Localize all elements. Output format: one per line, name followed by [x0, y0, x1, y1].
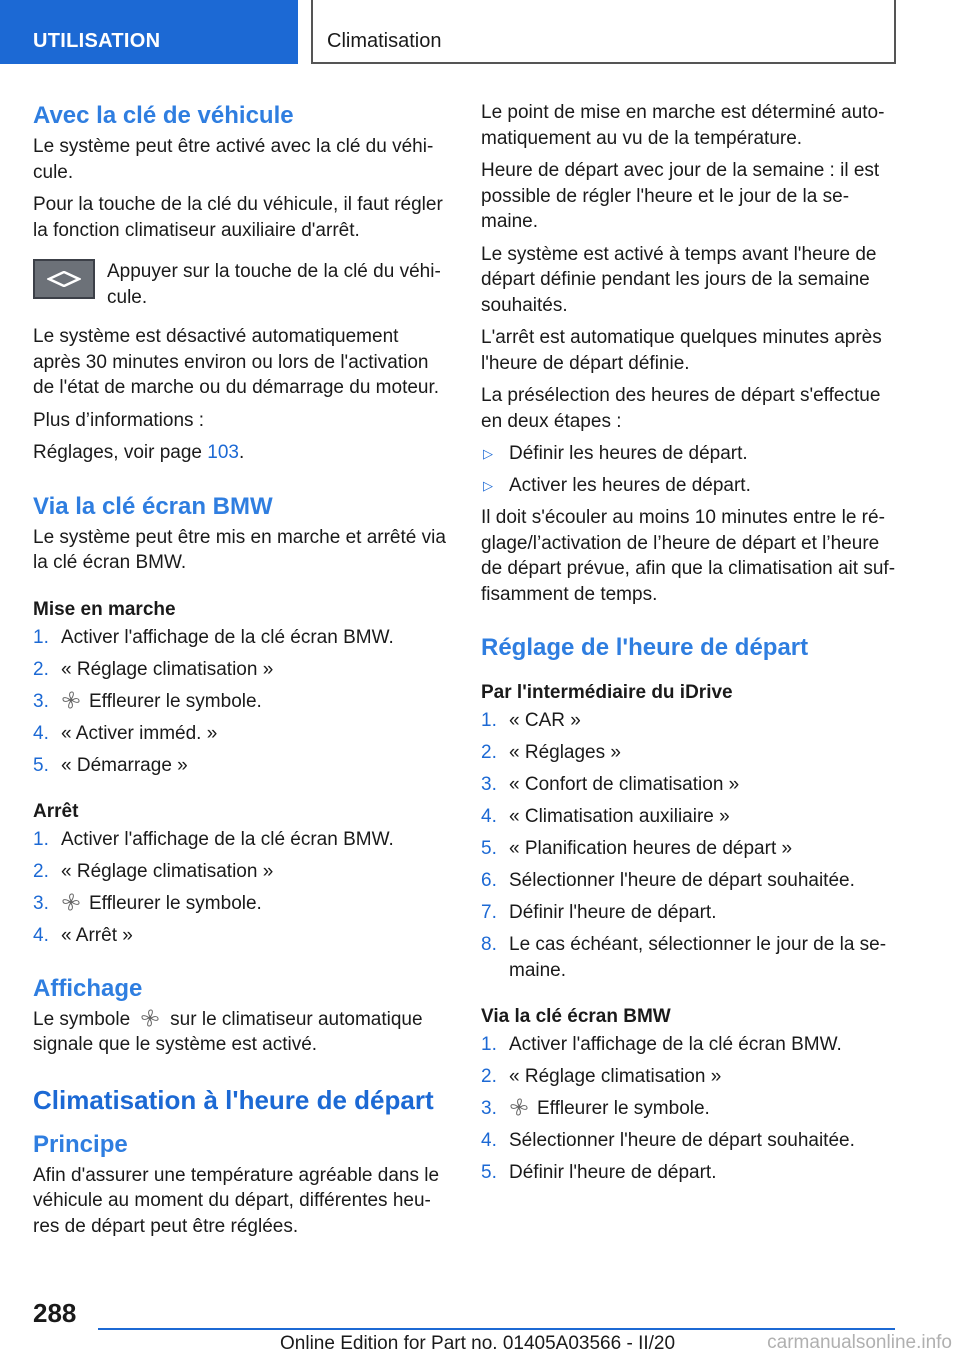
step-label: Effleurer le symbole.: [89, 892, 262, 914]
step-label: Définir l'heure de départ.: [509, 1161, 717, 1183]
heading-principle: Principe: [33, 1130, 128, 1158]
step-label: « CAR »: [509, 710, 581, 731]
heading-display-key: Via la clé écran BMW: [33, 492, 273, 520]
step-number: 3.: [481, 774, 497, 795]
bullet-text: Activer les heures de départ.: [509, 475, 751, 496]
step-text: [509, 740, 897, 766]
list-item: [481, 1096, 897, 1122]
step-text: [509, 836, 897, 862]
step-number: 5.: [481, 1161, 497, 1183]
list-item: [33, 625, 449, 651]
step-text: [509, 804, 897, 830]
idrive-steps: [481, 708, 897, 983]
step-label: Sélectionner l'heure de départ souhaitée.: [509, 1129, 855, 1151]
key-button-icon: [33, 259, 95, 299]
subheading-start: Mise en marche: [33, 598, 176, 620]
step-number: 3.: [481, 1097, 497, 1119]
step-text: [509, 1064, 897, 1090]
list-item: [33, 923, 449, 949]
step-label: « Démarrage »: [61, 754, 188, 776]
paragraph: [33, 1007, 449, 1058]
step-text: [509, 1032, 897, 1058]
paragraph: La présélection des heures de départ s'effectue en deux étapes :: [481, 385, 881, 432]
step-label: Effleurer le symbole.: [89, 690, 262, 712]
section-tab: UTILISATION: [0, 0, 298, 64]
start-steps: [33, 625, 449, 779]
step-label: « Réglage climatisation »: [509, 1065, 722, 1087]
step-number: 2.: [481, 742, 497, 763]
step-text: [61, 753, 449, 779]
paragraph: Il doit s'écouler au moins 10 minutes entre le réglage/l’activation de l’heure de départ et l’heure de départ prévue, afin que la climatisation ait suffisamment de temps.: [481, 507, 896, 605]
subheading-idrive: Par l'intermédiaire du iDrive: [481, 682, 733, 703]
list-item: [481, 804, 897, 830]
paragraph: Heure de départ avec jour de la semaine : il est possible de régler l'heure et le jour de la semaine.: [481, 160, 880, 232]
list-item: [481, 708, 897, 734]
list-item: [481, 441, 897, 467]
text: Le symbole: [33, 1008, 131, 1030]
fan-icon: [140, 1008, 160, 1028]
step-number: 5.: [33, 754, 49, 776]
list-item: [33, 721, 449, 747]
heading-departure-climate: Climatisation à l'heure de départ: [33, 1084, 434, 1115]
step-text: [509, 932, 897, 983]
step-text: [509, 1096, 897, 1122]
paragraph: Le système peut être mis en marche et arrêté via la clé écran BMW.: [33, 526, 446, 573]
list-item: [481, 868, 897, 894]
step-label: « Activer imméd. »: [61, 722, 218, 744]
text: sur le climatiseur automatique signale que le système est activé.: [33, 1008, 423, 1055]
step-label: « Climatisation auxiliaire »: [509, 806, 730, 827]
step-label: Activer l'affichage de la clé écran BMW.: [61, 626, 394, 648]
list-item: [33, 657, 449, 683]
edition-note: Online Edition for Part no. 01405A03566 - II/20: [280, 1333, 676, 1354]
step-number: 4.: [33, 924, 49, 946]
step-number: 1.: [33, 626, 49, 648]
list-item: [481, 932, 897, 983]
step-bullets: [481, 441, 897, 499]
step-number: 5.: [481, 838, 497, 859]
paragraph: Le point de mise en marche est déterminé automatiquement au vu de la température.: [481, 102, 885, 149]
display-key-steps: [481, 1032, 897, 1186]
step-number: 2.: [481, 1065, 497, 1087]
left-column: [33, 100, 449, 1246]
step-label: Effleurer le symbole.: [537, 1097, 710, 1119]
paragraph: Pour la touche de la clé du véhicule, il faut régler la fonction climatiseur auxiliaire d'arrêt.: [33, 194, 443, 241]
step-number: 1.: [481, 710, 497, 731]
heading-set-departure: Réglage de l'heure de départ: [481, 634, 809, 661]
list-item: [481, 473, 897, 499]
step-number: 4.: [33, 722, 49, 744]
list-item: [33, 827, 449, 853]
step-text: [61, 689, 449, 715]
step-number: 2.: [33, 860, 49, 882]
step-label: « Réglage climatisation »: [61, 658, 274, 680]
paragraph: Afin d'assurer une température agréable dans le véhicule au moment du départ, différentes heures de départ peut être réglées.: [33, 1164, 440, 1237]
list-item: [33, 891, 449, 917]
step-label: Activer l'affichage de la clé écran BMW.: [509, 1033, 842, 1055]
heading-key: Avec la clé de véhicule: [33, 102, 294, 129]
step-label: « Arrêt »: [61, 924, 133, 946]
list-item: [481, 1128, 897, 1154]
step-label: « Réglages »: [509, 742, 621, 763]
step-label: « Planification heures de départ »: [509, 838, 793, 859]
watermark: carmanualsonline.info: [767, 1332, 952, 1353]
fan-icon: [61, 690, 81, 710]
bullet-text: Définir les heures de départ.: [509, 443, 748, 464]
step-number: 4.: [481, 806, 497, 827]
step-number: 3.: [33, 892, 49, 914]
right-column: [481, 100, 897, 1192]
list-item: [33, 753, 449, 779]
subheading-display-key: Via la clé écran BMW: [481, 1005, 671, 1027]
step-text: [509, 868, 897, 894]
step-text: [61, 859, 449, 885]
key-instruction: [33, 259, 449, 310]
triangle-bullet-icon: ▷: [483, 478, 493, 493]
list-item: [481, 772, 897, 798]
step-number: 2.: [33, 658, 49, 680]
list-item: [481, 1064, 897, 1090]
step-label: « Réglage climatisation »: [61, 860, 274, 882]
step-number: 4.: [481, 1129, 497, 1151]
step-number: 7.: [481, 902, 497, 923]
step-text: [509, 900, 897, 926]
page-number: 288: [33, 1298, 77, 1328]
step-text: [61, 891, 449, 917]
step-text: [509, 708, 897, 734]
step-label: Activer l'affichage de la clé écran BMW.: [61, 828, 394, 850]
stop-steps: [33, 827, 449, 949]
paragraph: [33, 440, 449, 466]
step-text: [61, 721, 449, 747]
step-number: 1.: [33, 828, 49, 850]
heading-display: Affichage: [33, 974, 143, 1002]
step-number: 3.: [33, 690, 49, 712]
step-number: 6.: [481, 870, 497, 891]
key-instruction-text: Appuyer sur la touche de la clé du véhicule.: [107, 261, 441, 308]
paragraph: Le système est désactivé automatiquement après 30 minutes environ ou lors de l'activation de l'état de marche ou du démarrage du moteur.: [33, 326, 440, 398]
step-text: [509, 1128, 897, 1154]
step-label: Le cas échéant, sélectionner le jour de la semaine.: [509, 934, 887, 981]
step-text: [61, 657, 449, 683]
fan-icon: [509, 1097, 529, 1117]
step-text: [509, 772, 897, 798]
triangle-bullet-icon: ▷: [483, 446, 493, 461]
step-number: 1.: [481, 1033, 497, 1055]
ref-end: .: [238, 442, 245, 463]
list-item: [481, 1160, 897, 1186]
subheading-stop: Arrêt: [33, 800, 79, 822]
step-label: « Confort de climatisation »: [509, 774, 740, 795]
paragraph: Le système est activé à temps avant l'heure de départ définie pendant les jours de la semaine souhaités.: [481, 243, 877, 316]
ref-text: Réglages, voir page: [33, 442, 208, 463]
step-number: 8.: [481, 934, 497, 955]
step-text: [61, 923, 449, 949]
step-text: [509, 1160, 897, 1186]
paragraph: Le système peut être activé avec la clé du véhicule.: [33, 136, 434, 183]
step-label: Définir l'heure de départ.: [509, 902, 717, 923]
list-item: [33, 859, 449, 885]
list-item: [481, 900, 897, 926]
page-link[interactable]: 103: [207, 442, 239, 463]
footer-rule: [98, 1328, 895, 1330]
step-text: [61, 625, 449, 651]
paragraph: Plus d’informations :: [33, 409, 205, 431]
list-item: [481, 740, 897, 766]
list-item: [33, 689, 449, 715]
step-label: Sélectionner l'heure de départ souhaitée.: [509, 870, 855, 891]
list-item: [481, 836, 897, 862]
paragraph: L'arrêt est automatique quelques minutes après l'heure de départ définie.: [481, 327, 882, 374]
list-item: [481, 1032, 897, 1058]
fan-icon: [61, 892, 81, 912]
step-text: [61, 827, 449, 853]
chapter-title: Climatisation: [311, 0, 896, 64]
